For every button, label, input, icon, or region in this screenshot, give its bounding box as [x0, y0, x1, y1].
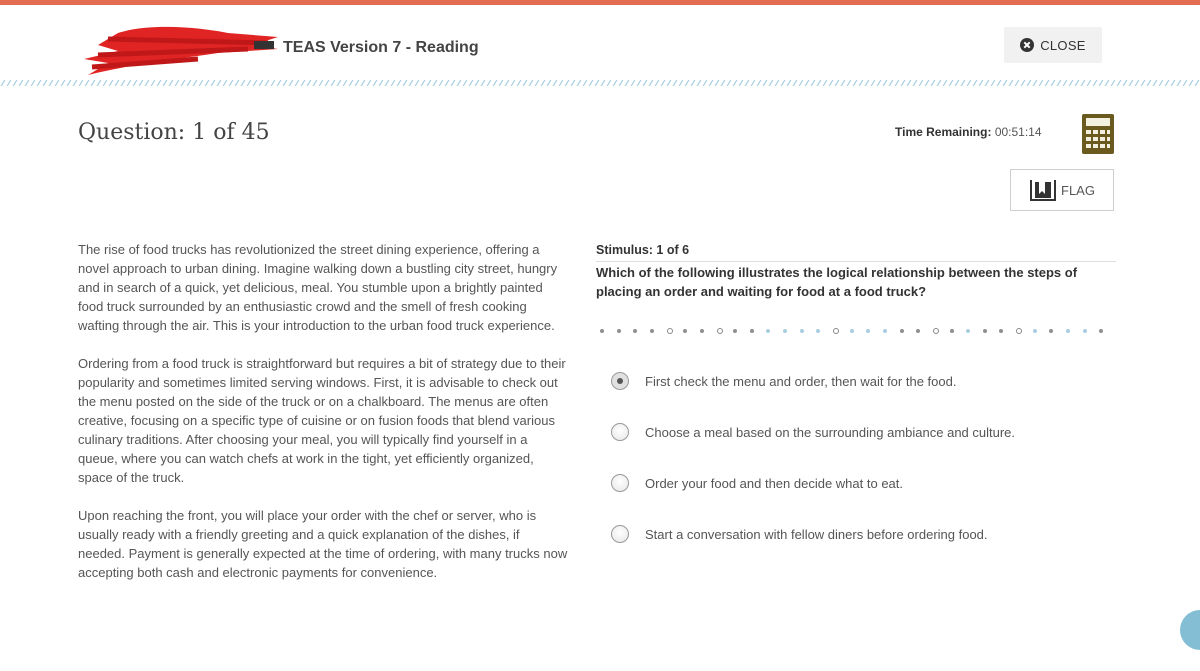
separator-dot [667, 328, 673, 334]
time-remaining [895, 125, 1042, 139]
help-chat-icon[interactable] [1180, 610, 1200, 650]
separator-dot [850, 329, 854, 333]
separator-dot [816, 329, 820, 333]
question-title: Question: 1 of 45 [78, 120, 270, 145]
answer-option-1[interactable] [611, 372, 956, 390]
separator-dot [833, 328, 839, 334]
separator-dot [600, 329, 604, 333]
separator-dot [866, 329, 870, 333]
separator-dot [1049, 329, 1053, 333]
time-remaining-label: Time Remaining: [895, 125, 992, 139]
separator-dot [933, 328, 939, 334]
bookmark-flag-icon [1029, 178, 1057, 202]
separator-dot [966, 329, 970, 333]
close-icon [1020, 38, 1034, 52]
separator-dot [750, 329, 754, 333]
separator-dot [1083, 329, 1087, 333]
separator-dot [883, 329, 887, 333]
separator-dot [1016, 328, 1022, 334]
flag-button[interactable] [1010, 169, 1114, 211]
separator-dot [633, 329, 637, 333]
passage-paragraph: Upon reaching the front, you will place your order with the chef or server, who is usually ready with a friendly greeting and a quick explanation of the dishes, if needed. Payment is generally expected at the time of ordering, with many trucks now accepting both cash and electronic payments for convenience. [78, 508, 568, 580]
answer-option-label: Start a conversation with fellow diners before ordering food. [645, 526, 988, 542]
radio-button[interactable] [611, 525, 629, 543]
reading-passage [78, 240, 570, 601]
separator-dot [1099, 329, 1103, 333]
radio-button-selected[interactable] [611, 372, 629, 390]
separator-dot [1033, 329, 1037, 333]
separator-dot [916, 329, 920, 333]
separator-dot [766, 329, 770, 333]
header [0, 5, 1200, 83]
answer-option-label: First check the menu and order, then wait for the food. [645, 373, 957, 389]
answer-option-3[interactable] [611, 474, 903, 492]
header-divider [0, 78, 1200, 88]
separator-dot [650, 329, 654, 333]
separator-dot [800, 329, 804, 333]
radio-button[interactable] [611, 474, 629, 492]
separator-dot [999, 329, 1003, 333]
separator-dot [783, 329, 787, 333]
separator-dot [983, 329, 987, 333]
answer-option-2[interactable] [611, 423, 1015, 441]
answer-option-label: Order your food and then decide what to eat. [645, 475, 904, 491]
separator-dot [700, 329, 704, 333]
radio-button[interactable] [611, 423, 629, 441]
passage-paragraph: Ordering from a food truck is straightforward but requires a bit of strategy due to their popularity and sometimes limited serving windows. First, it is advisable to check out the menu posted on the side of the truck or on a chalkboard. The menus are often creative, focusing on a specific type of cuisine or on fusion foods that blend various culinary traditions. After choosing your meal, you will typically find yourself in a queue, where you can watch chefs at work in the tight, yet efficiently organized, space of the truck. [78, 356, 566, 485]
separator-dots [600, 327, 1116, 335]
separator-dot [683, 329, 687, 333]
answer-option-label: Choose a meal based on the surrounding ambiance and culture. [645, 424, 1016, 440]
close-button[interactable] [1004, 27, 1102, 63]
question-stem: Which of the following illustrates the logical relationship between the steps of placing an order and waiting for food at a food truck? [596, 265, 1078, 299]
redacted-logo [78, 19, 288, 83]
separator-dot [1066, 329, 1070, 333]
answer-option-4[interactable] [611, 525, 988, 543]
exam-title: TEAS Version 7 - Reading [283, 39, 479, 56]
stimulus-label: Stimulus: 1 of 6 [596, 243, 690, 257]
passage-paragraph: The rise of food trucks has revolutionized the street dining experience, offering a novel approach to urban dining. Imagine walking down a bustling city street, hungry and in search of a quick, yet delicious, meal. You stumble upon a brightly painted food truck surrounded by an enthusiastic crowd and the smell of fresh cooking wafting through the air. This is your introduction to the urban food truck experience. [78, 242, 558, 333]
separator-dot [617, 329, 621, 333]
calculator-icon[interactable] [1082, 114, 1114, 154]
stimulus-divider [596, 261, 1116, 262]
separator-dot [900, 329, 904, 333]
time-remaining-value: 00:51:14 [994, 125, 1042, 139]
separator-dot [717, 328, 723, 334]
separator-dot [950, 329, 954, 333]
flag-label: FLAG [1061, 182, 1095, 198]
close-label: CLOSE [1040, 37, 1086, 53]
separator-dot [733, 329, 737, 333]
